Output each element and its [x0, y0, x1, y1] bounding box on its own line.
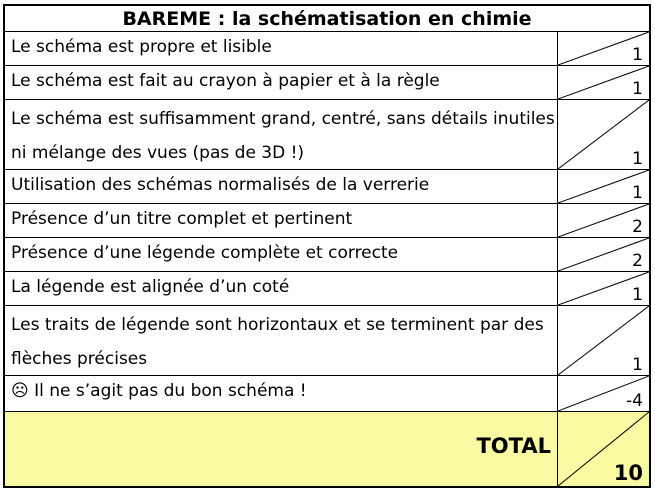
points-cell	[558, 66, 649, 99]
points-value: -4	[626, 391, 643, 411]
criterion-label: Le schéma est propre et lisible	[5, 32, 558, 65]
criterion-label: ☹ Il ne s’agit pas du bon schéma !	[5, 376, 558, 411]
table-row	[5, 66, 649, 100]
table-row	[5, 100, 649, 170]
points-cell	[558, 204, 649, 237]
table-title: BAREME : la schématisation en chimie	[5, 6, 649, 32]
points-value: 1	[632, 149, 643, 169]
table-row	[5, 272, 649, 306]
points-cell	[558, 32, 649, 65]
criterion-label: Présence d’une légende complète et correcte	[5, 238, 558, 271]
table-row	[5, 170, 649, 204]
points-value: 2	[632, 217, 643, 237]
criterion-label: Les traits de légende sont horizontaux et se terminent par des flèches précises	[5, 306, 558, 375]
points-cell	[558, 100, 649, 169]
total-row	[5, 412, 649, 486]
table-row	[5, 32, 649, 66]
total-points-value: 10	[613, 461, 643, 485]
points-value: 2	[632, 251, 643, 271]
criterion-label: Présence d’un titre complet et pertinent	[5, 204, 558, 237]
points-cell	[558, 306, 649, 375]
points-cell	[558, 376, 649, 411]
criterion-label: Le schéma est suffisamment grand, centré, sans détails inutiles ni mélange des vues (pas de 3D !)	[5, 100, 558, 169]
points-cell	[558, 238, 649, 271]
total-points-cell	[558, 412, 649, 486]
points-cell	[558, 272, 649, 305]
table-row	[5, 306, 649, 376]
points-value: 1	[632, 183, 643, 203]
points-value: 1	[632, 79, 643, 99]
points-cell	[558, 170, 649, 203]
table-row	[5, 238, 649, 272]
table-row	[5, 204, 649, 238]
points-value: 1	[632, 355, 643, 375]
points-value: 1	[632, 45, 643, 65]
criterion-label: La légende est alignée d’un coté	[5, 272, 558, 305]
points-value: 1	[632, 285, 643, 305]
total-label: TOTAL	[5, 412, 558, 486]
table-row	[5, 376, 649, 412]
criterion-label: Le schéma est fait au crayon à papier et à la règle	[5, 66, 558, 99]
grading-table	[3, 4, 651, 488]
criterion-label: Utilisation des schémas normalisés de la verrerie	[5, 170, 558, 203]
